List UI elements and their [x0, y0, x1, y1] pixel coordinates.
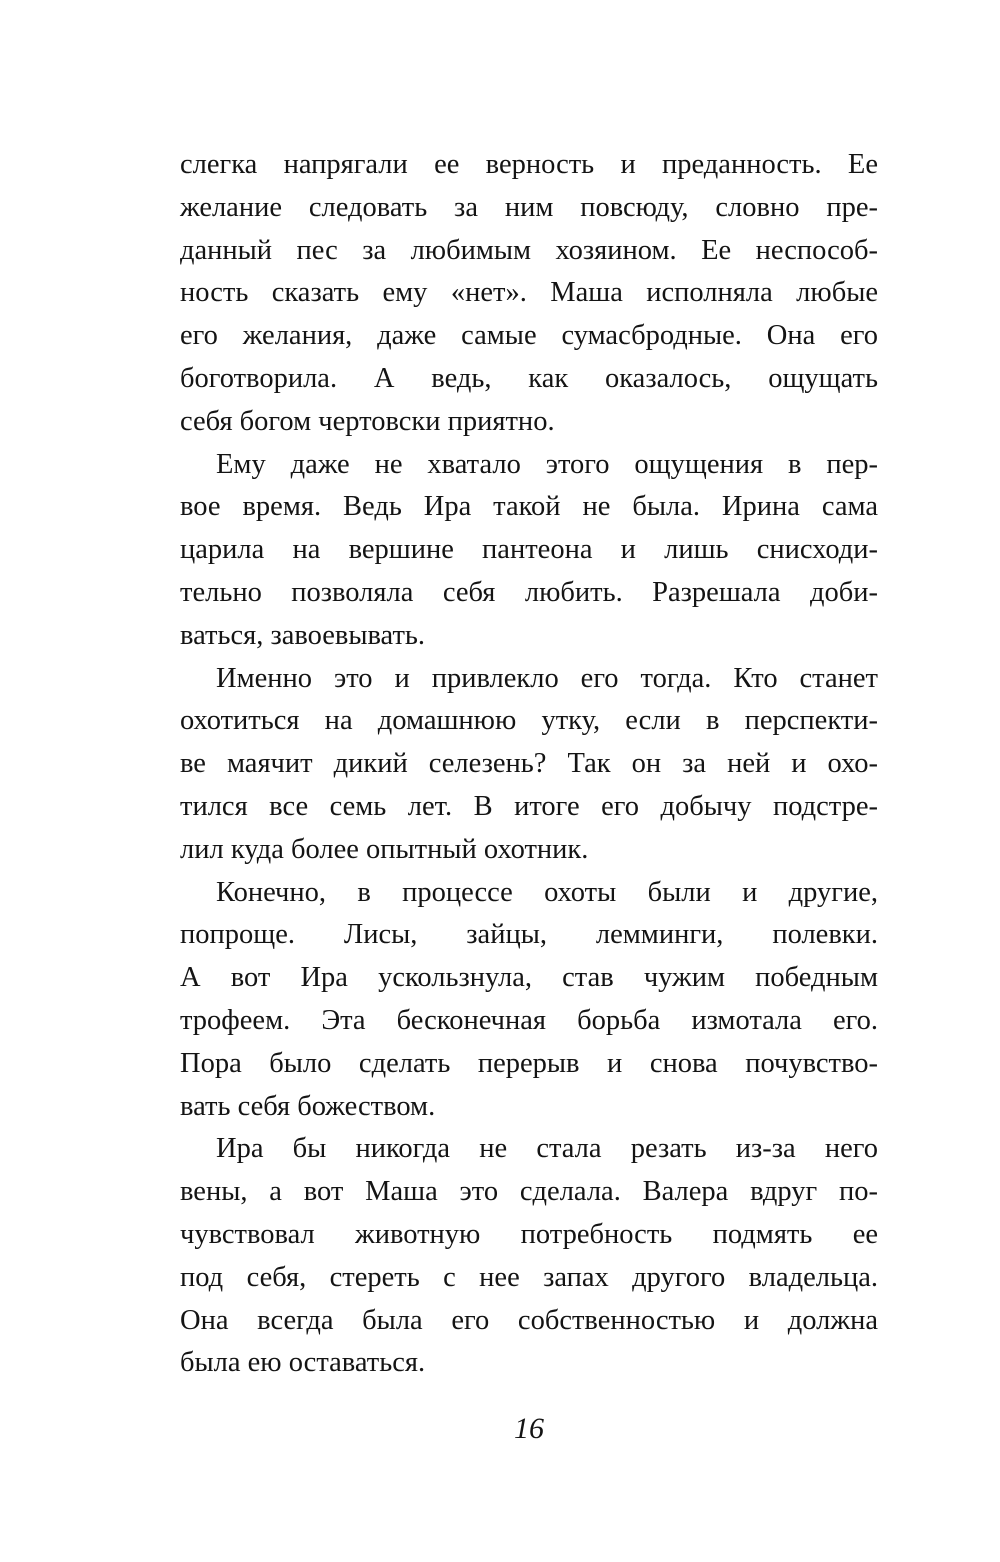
text-line: данный пес за любимым хозяином. Ее неспособ- — [180, 234, 878, 266]
text-line: лил куда более опытный охотник. — [180, 833, 589, 865]
text-line: желание следовать за ним повсюду, словно пре- — [180, 191, 878, 223]
text-line: ваться, завоевывать. — [180, 619, 426, 651]
text-line: тился все семь лет. В итоге его добычу подстре- — [180, 790, 878, 822]
text-line: охотиться на домашнюю утку, если в перспекти- — [180, 705, 878, 737]
paragraph — [180, 658, 878, 872]
text-line: Именно это и привлекло его тогда. Кто станет — [216, 662, 878, 694]
text-line: под себя, стереть с нее запах другого владельца. — [180, 1261, 878, 1293]
text-line: Пора было сделать перерыв и снова почувство- — [180, 1047, 878, 1079]
text-line: Конечно, в процессе охоты были и другие, — [216, 876, 878, 908]
text-line: Ему даже не хватало этого ощущения в пер- — [216, 448, 878, 480]
text-line: А вот Ира ускользнула, став чужим победным — [180, 962, 878, 994]
paragraph — [180, 872, 878, 1129]
paragraph — [180, 1128, 878, 1385]
text-line: Ира бы никогда не стала резать из-за него — [216, 1133, 878, 1165]
text-line: его желания, даже самые сумасбродные. Она его — [180, 320, 878, 352]
text-line: трофеем. Эта бесконечная борьба измотала его. — [180, 1004, 878, 1036]
text-line: Она всегда была его собственностью и должна — [180, 1304, 878, 1336]
text-line: царила на вершине пантеона и лишь снисходи- — [180, 534, 878, 566]
text-line: тельно позволяла себя любить. Разрешала доби- — [180, 576, 878, 608]
text-line: слегка напрягали ее верность и преданность. Ее — [180, 149, 878, 180]
text-line: себя богом чертовски приятно. — [180, 405, 555, 437]
page-number: 16 — [514, 1412, 544, 1445]
text-line: чувствовал животную потребность подмять ее — [180, 1218, 878, 1250]
body-text-block — [180, 144, 878, 1385]
text-line: вены, а вот Маша это сделала. Валера вдруг по- — [180, 1176, 878, 1208]
text-line: вое время. Ведь Ира такой не была. Ирина сама — [180, 491, 878, 523]
text-line: попроще. Лисы, зайцы, лемминги, полевки. — [180, 919, 878, 951]
paragraph — [180, 144, 878, 444]
text-line: боготворила. А ведь, как оказалось, ощущать — [180, 362, 878, 394]
text-line: была ею оставаться. — [180, 1347, 426, 1379]
text-line: вать себя божеством. — [180, 1090, 436, 1122]
paragraph — [180, 444, 878, 658]
text-line: ность сказать ему «нет». Маша исполняла любые — [180, 277, 878, 309]
text-line: ве маячит дикий селезень? Так он за ней и охо- — [180, 748, 878, 780]
